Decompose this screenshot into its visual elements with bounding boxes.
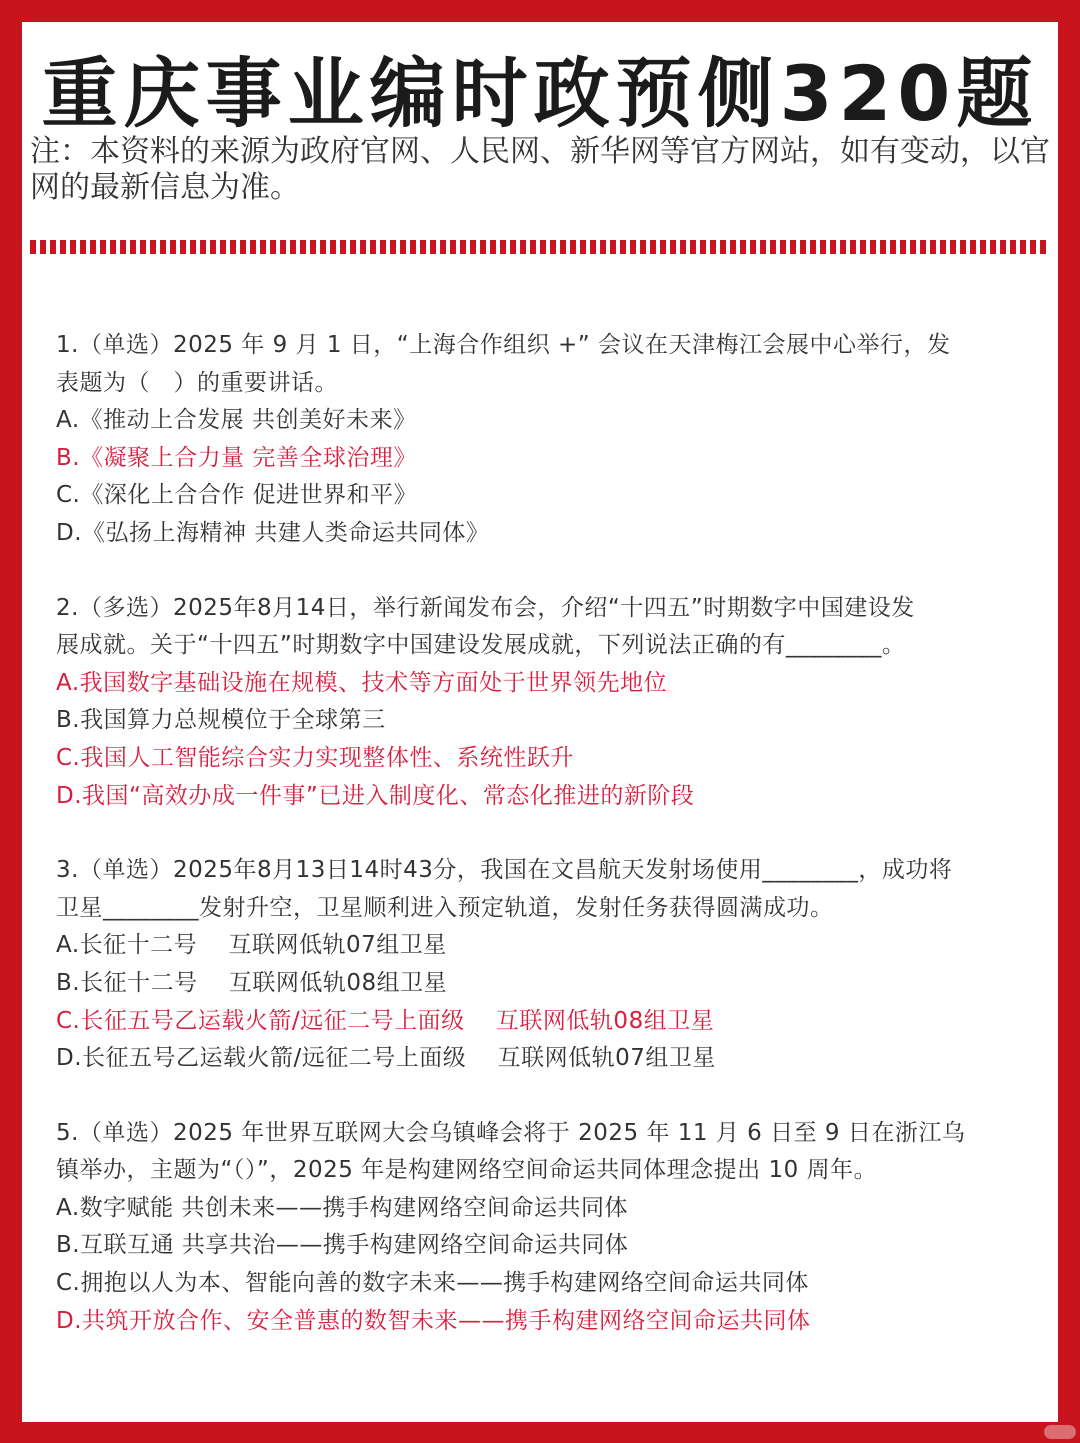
option-c: C.拥抱以人为本、智能向善的数字未来——携手构建网络空间命运共同体	[56, 1270, 809, 1297]
question-stem-line: 5.（单选）2025 年世界互联网大会乌镇峰会将于 2025 年 11 月 6 日至 9 日在浙江乌	[56, 1119, 966, 1146]
dashed-divider	[30, 240, 1050, 254]
option-c-correct: C.长征五号乙运载火箭/远征二号上面级 互联网低轨08组卫星	[56, 1007, 715, 1034]
option-a: A.数字赋能 共创未来——携手构建网络空间命运共同体	[56, 1194, 628, 1221]
question-stem-line: 2.（多选）2025年8月14日，举行新闻发布会，介绍“十四五”时期数字中国建设发	[56, 594, 915, 621]
question-stem-line: 展成就。关于“十四五”时期数字中国建设发展成就，下列说法正确的有________。	[56, 632, 906, 659]
question-stem-line: 3.（单选）2025年8月13日14时43分，我国在文昌航天发射场使用________，成功将	[56, 857, 953, 884]
source-note: 注：本资料的来源为政府官网、人民网、新华网等官方网站，如有变动，以官网的最新信息为准。	[30, 134, 1050, 205]
question-1	[56, 327, 1026, 553]
question-list	[56, 327, 1026, 1377]
option-b-correct: B.《凝聚上合力量 完善全球治理》	[56, 444, 417, 471]
option-a: A.长征十二号 互联网低轨07组卫星	[56, 932, 447, 959]
question-5	[56, 1115, 1026, 1341]
option-b: B.长征十二号 互联网低轨08组卫星	[56, 969, 448, 996]
question-3	[56, 852, 1026, 1078]
option-c-correct: C.我国人工智能综合实力实现整体性、系统性跃升	[56, 744, 574, 771]
question-stem-line: 表题为（ ）的重要讲话。	[56, 369, 338, 396]
question-stem-line: 卫星________发射升空，卫星顺利进入预定轨道，发射任务获得圆满成功。	[56, 894, 834, 921]
option-c: C.《深化上合合作 促进世界和平》	[56, 482, 418, 509]
option-d: D.长征五号乙运载火箭/远征二号上面级 互联网低轨07组卫星	[56, 1045, 716, 1072]
option-a: A.《推动上合发展 共创美好未来》	[56, 407, 417, 434]
option-d-correct: D.共筑开放合作、安全普惠的数智未来——携手构建网络空间命运共同体	[56, 1307, 811, 1334]
option-b: B.我国算力总规模位于全球第三	[56, 707, 386, 734]
question-2	[56, 590, 1026, 816]
page-title: 重庆事业编时政预侧320题	[41, 49, 1039, 138]
option-d: D.《弘扬上海精神 共建人类命运共同体》	[56, 519, 490, 546]
option-a-correct: A.我国数字基础设施在规模、技术等方面处于世界领先地位	[56, 669, 668, 696]
option-b: B.互联互通 共享共治——携手构建网络空间命运共同体	[56, 1232, 629, 1259]
question-stem-line: 镇举办，主题为“（）”，2025 年是构建网络空间命运共同体理念提出 10 周年。	[56, 1157, 878, 1184]
question-stem-line: 1.（单选）2025 年 9 月 1 日，“上海合作组织 +” 会议在天津梅江会展中心举行，发	[56, 332, 951, 358]
document-sheet	[22, 22, 1058, 1422]
option-d-correct: D.我国“高效办成一件事”已进入制度化、常态化推进的新阶段	[56, 782, 695, 809]
watermark-badge	[1044, 1425, 1076, 1439]
